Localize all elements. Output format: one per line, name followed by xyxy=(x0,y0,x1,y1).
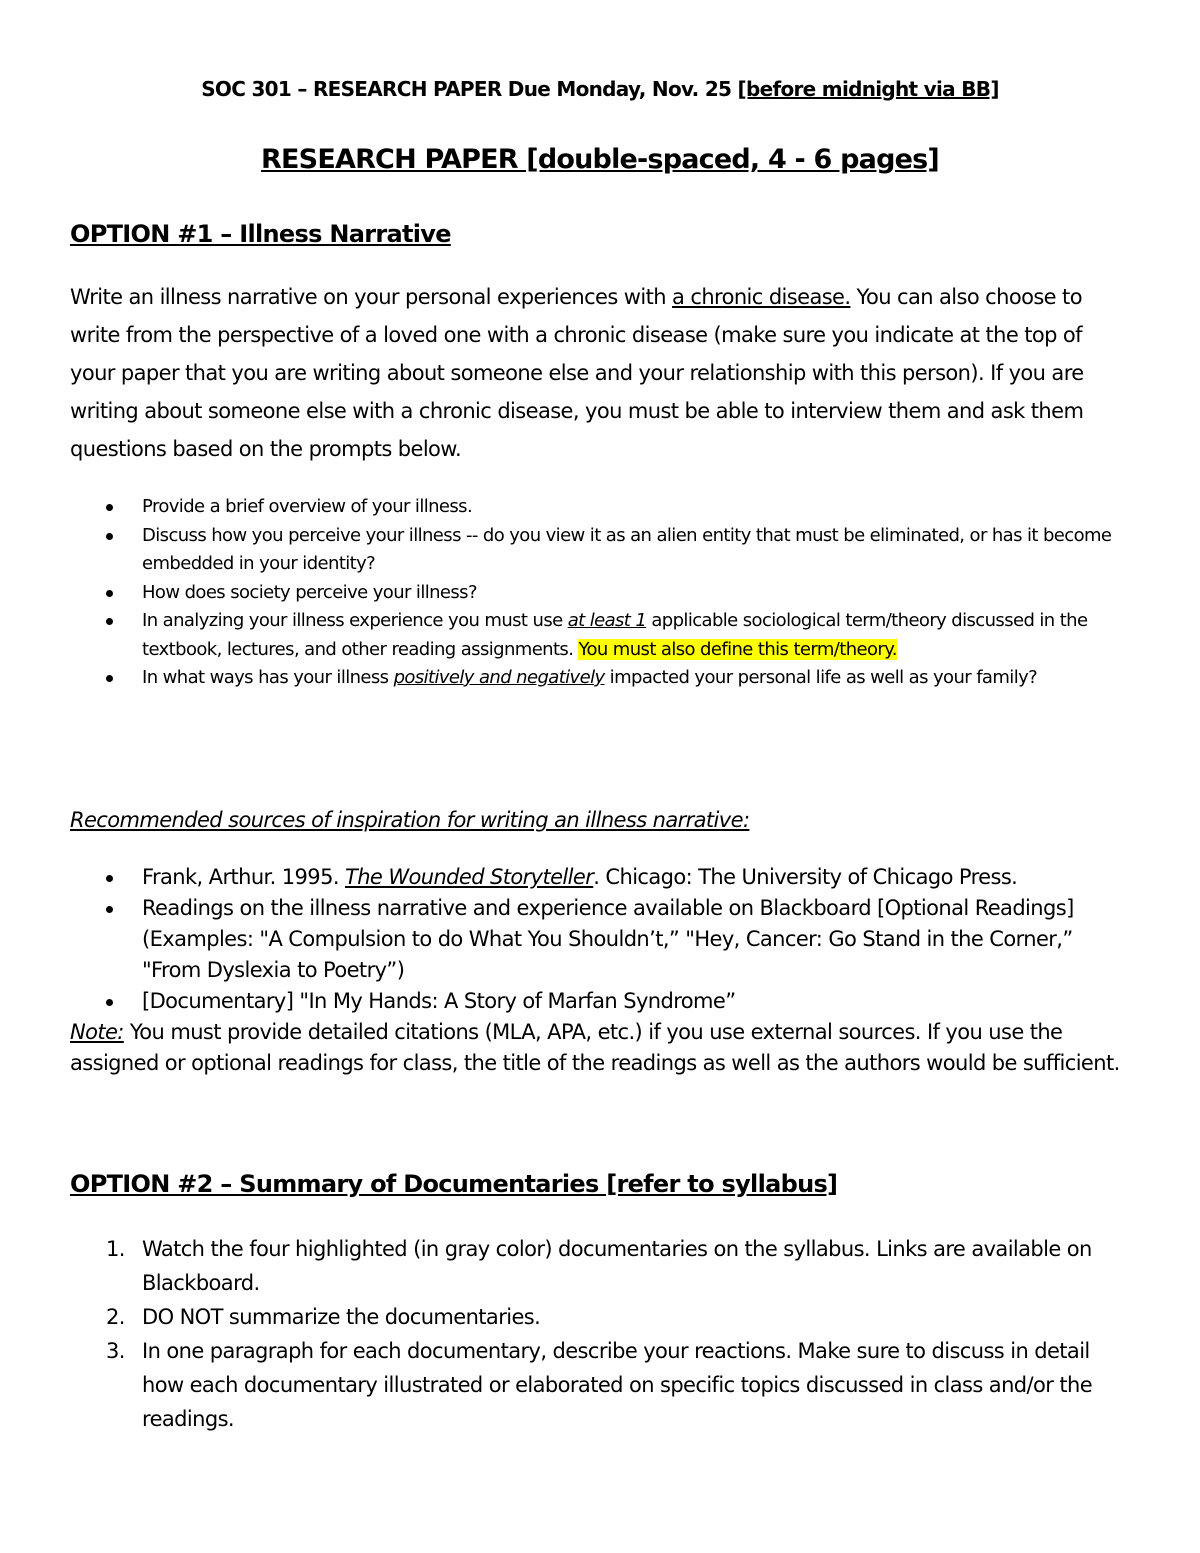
bullet-icon xyxy=(106,906,113,913)
option2-steps-list xyxy=(70,1232,1130,1436)
source-text: [Documentary] "In My Hands: A Story of Marfan Syndrome” xyxy=(142,989,736,1013)
option2-heading: OPTION #2 – Summary of Documentaries [refer to syllabus] xyxy=(70,1170,838,1198)
emphasis-text: at least 1 xyxy=(567,610,647,631)
list-item xyxy=(70,1334,1130,1436)
list-item xyxy=(70,1232,1130,1300)
note-label: Note: xyxy=(70,1020,124,1044)
step-number: 1. xyxy=(106,1237,125,1261)
step-number: 3. xyxy=(106,1339,125,1363)
prompt-text: applicable sociological term/theory discussed in the textbook, lectures, and other reading assignments. xyxy=(142,610,1088,660)
course-header xyxy=(0,77,1200,101)
intro-text-rest: You can also choose to write from the perspective of a loved one with a chronic disease (make sure you indicate at the top of your paper that you are writing about someone else and your relationship with this person). If you are writing about someone else with a chronic disease, you must be able to interview them and ask them questions based on the prompts below. xyxy=(70,285,1084,461)
option1-heading: OPTION #1 – Illness Narrative xyxy=(70,220,451,248)
source-text: Readings on the illness narrative and experience available on Blackboard [Optional Readings] (Examples: "A Compulsion to do What You Shouldn’t,” "Hey, Cancer: Go Stand in the Corner,” "From Dyslexia to Poetry”) xyxy=(142,896,1074,982)
bullet-icon xyxy=(106,875,113,882)
step-text: In one paragraph for each documentary, describe your reactions. Make sure to discuss in detail how each documentary illustrated or elaborated on specific topics discussed in class and/or the readings. xyxy=(142,1339,1093,1431)
emphasis-text: positively and negatively xyxy=(393,667,605,688)
list-item xyxy=(70,607,1130,664)
bullet-icon xyxy=(106,590,113,597)
prompt-text: In what ways has your illness xyxy=(142,667,394,688)
source-text: Frank, Arthur. 1995. xyxy=(142,865,345,889)
step-text: DO NOT summarize the documentaries. xyxy=(142,1305,541,1329)
list-item xyxy=(70,579,1130,608)
prompt-text: impacted your personal life as well as your family? xyxy=(604,667,1038,688)
book-title: The Wounded Storyteller xyxy=(344,865,594,889)
bullet-icon xyxy=(106,675,113,682)
source-text: . Chicago: The University of Chicago Press. xyxy=(593,865,1018,889)
bullet-icon xyxy=(106,999,113,1006)
course-header-text: SOC 301 – RESEARCH PAPER Due Monday, Nov. 25 xyxy=(201,77,738,101)
bullet-icon xyxy=(106,504,113,511)
prompt-text: In analyzing your illness experience you must use xyxy=(142,610,568,631)
bullet-icon xyxy=(106,533,113,540)
list-item xyxy=(70,664,1130,693)
intro-text-start: Write an illness narrative on your personal experiences with xyxy=(70,285,673,309)
citation-note xyxy=(70,1017,1130,1079)
intro-underlined: a chronic disease. xyxy=(672,285,851,309)
list-item xyxy=(70,862,1130,893)
list-item xyxy=(70,522,1130,579)
option1-intro xyxy=(70,278,1130,468)
prompt-text: Provide a brief overview of your illness. xyxy=(142,496,473,517)
step-number: 2. xyxy=(106,1305,125,1329)
prompt-text: How does society perceive your illness? xyxy=(142,581,477,603)
sources-heading: Recommended sources of inspiration for writing an illness narrative: xyxy=(70,808,750,832)
submission-note: [before midnight via BB] xyxy=(737,77,999,101)
highlighted-text: You must also define this term/theory. xyxy=(578,638,897,660)
list-item xyxy=(70,1300,1130,1334)
document-title: RESEARCH PAPER [double-spaced, 4 - 6 pages] xyxy=(261,144,939,175)
list-item xyxy=(70,986,1130,1017)
option1-prompts-list xyxy=(70,493,1130,693)
list-item xyxy=(70,493,1130,522)
sources-list xyxy=(70,862,1130,1017)
note-text: You must provide detailed citations (MLA, APA, etc.) if you use external sources. If you use the assigned or optional readings for class, the title of the readings as well as the authors would be sufficient. xyxy=(70,1020,1120,1075)
prompt-text: Discuss how you perceive your illness -- do you view it as an alien entity that must be eliminated, or has it become embedded in your identity? xyxy=(142,524,1112,574)
step-text: Watch the four highlighted (in gray color) documentaries on the syllabus. Links are available on Blackboard. xyxy=(142,1237,1092,1295)
bullet-icon xyxy=(106,618,113,625)
list-item xyxy=(70,893,1130,986)
